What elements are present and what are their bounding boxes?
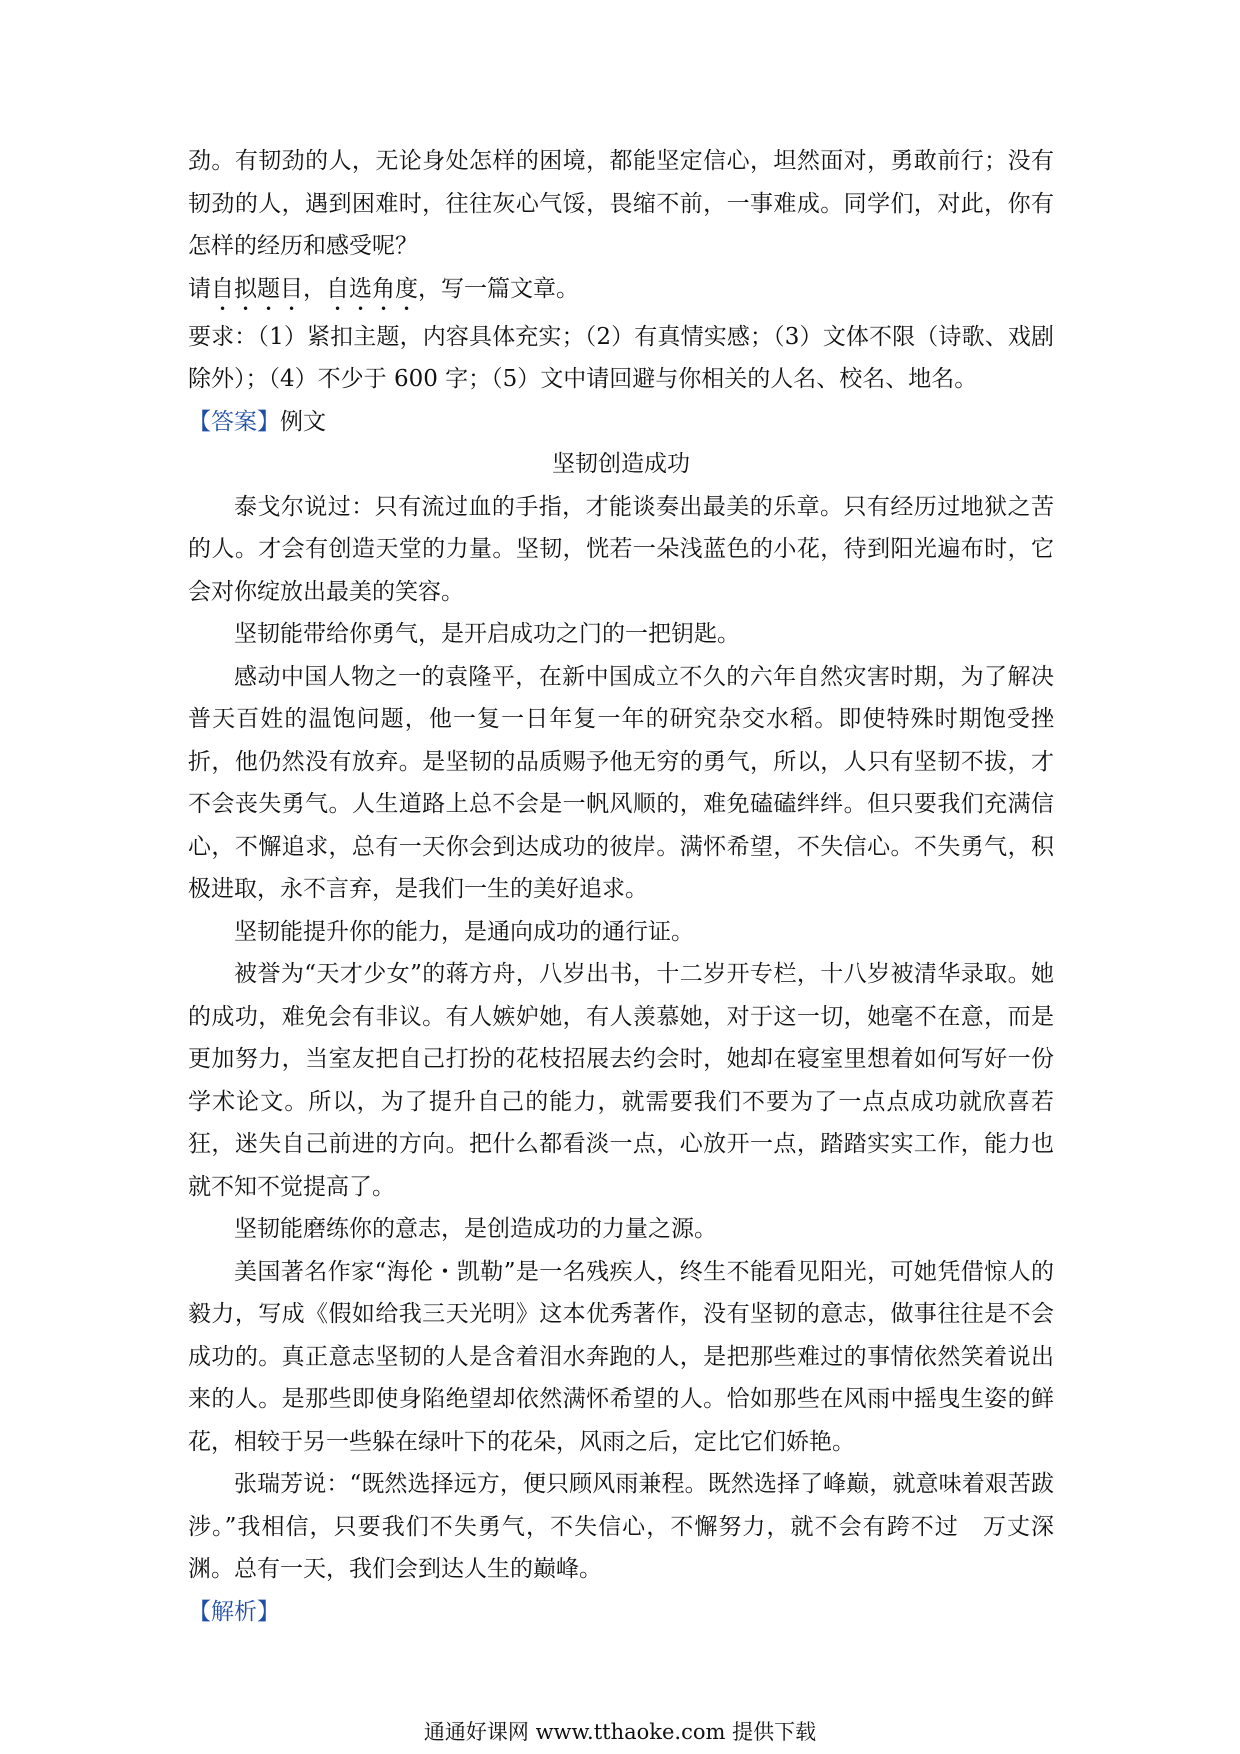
analysis-line — [188, 1591, 1054, 1634]
instruction-emphasis-title: 自拟题目 — [211, 275, 303, 302]
instruction-line — [188, 268, 1054, 316]
answer-line — [188, 401, 1054, 444]
essay-paragraph: 张瑞芳说：“既然选择远方，便只顾风雨兼程。既然选择了峰巅，就意味着艰苦跋涉。”我相信，只要我们不失勇气，不失信心，不懈努力，就不会有跨不过 万丈深渊。总有一天，我们会到达人生的巅峰。 — [188, 1471, 1054, 1582]
essay-paragraph: 感动中国人物之一的袁隆平，在新中国成立不久的六年自然灾害时期，为了解决普天百姓的温饱问题，他一复一日年复一年的研究杂交水稻。即使特殊时期饱受挫折，他仍然没有放弃。是坚韧的品质赐予他无穷的勇气，所以，人只有坚韧不拔，才不会丧失勇气。人生道路上总不会是一帆风顺的，难免磕磕绊绊。但只要我们充满信心，不懈追求，总有一天你会到达成功的彼岸。满怀希望，不失信心。不失勇气，积极进取，永不言弃，是我们一生的美好追求。 — [188, 663, 1054, 902]
instruction-separator: ， — [303, 275, 326, 302]
essay-title: 坚韧创造成功 — [552, 451, 690, 477]
document-body — [188, 140, 1054, 1633]
instruction-emphasis-angle: 自选角度 — [326, 275, 418, 302]
page-footer: 通通好课网 www.tthaoke.com 提供下载 — [423, 1720, 817, 1744]
essay-paragraph: 美国著名作家“海伦・凯勒”是一名残疾人，终生不能看见阳光，可她凭借惊人的毅力，写成《假如给我三天光明》这本优秀著作，没有坚韧的意志，做事往往是不会成功的。真正意志坚韧的人是含着泪水奔跑的人，是把那些难过的事情依然笑着说出来的人。是那些即使身陷绝望却依然满怀希望的人。恰如那些在风雨中摇曳生姿的鲜花，相较于另一些躲在绿叶下的花朵，风雨之后，定比它们娇艳。 — [188, 1258, 1054, 1455]
requirements-paragraph: 要求：（1）紧扣主题，内容具体充实；（2）有真情实感；（3）文体不限（诗歌、戏剧除外）；（4）不少于 600 字；（5）文中请回避与你相关的人名、校名、地名。 — [188, 323, 1054, 392]
essay-paragraph: 坚韧能带给你勇气，是开启成功之门的一把钥匙。 — [234, 621, 740, 647]
instruction-prefix: 请 — [188, 275, 211, 302]
essay-paragraph: 坚韧能提升你的能力，是通向成功的通行证。 — [234, 918, 694, 945]
essay-paragraph: 被誉为“天才少女”的蒋方舟，八岁出书，十二岁开专栏，十八岁被清华录取。她的成功，难免会有非议。有人嫉妒她，有人羡慕她，对于这一切，她毫不在意，而是更加努力，当室友把自己打扮的花枝招展去约会时，她却在寝室里想着如何写好一份学术论文。所以，为了提升自己的能力，就需要我们不要为了一点点成功就欣喜若狂，迷失自己前进的方向。把什么都看淡一点，心放开一点，踏踏实实工作，能力也就不知不觉提高了。 — [188, 961, 1054, 1200]
answer-tag: 【答案】 — [188, 408, 280, 435]
answer-label: 例文 — [280, 408, 326, 435]
analysis-tag: 【解析】 — [188, 1598, 280, 1625]
prompt-paragraph: 劲。有韧劲的人，无论身处怎样的困境，都能坚定信心，坦然面对，勇敢前行；没有韧劲的人，遇到困难时，往往灰心气馁，畏缩不前，一事难成。同学们，对此，你有怎样的经历和感受呢？ — [188, 148, 1054, 259]
essay-paragraph: 泰戈尔说过：只有流过血的手指，才能谈奏出最美的乐章。只有经历过地狱之苦的人。才会有创造天堂的力量。坚韧，恍若一朵浅蓝色的小花，待到阳光遍布时，它会对你绽放出最美的笑容。 — [188, 493, 1054, 605]
essay-paragraph: 坚韧能磨练你的意志，是创造成功的力量之源。 — [234, 1216, 717, 1242]
instruction-suffix: ，写一篇文章。 — [418, 275, 579, 302]
